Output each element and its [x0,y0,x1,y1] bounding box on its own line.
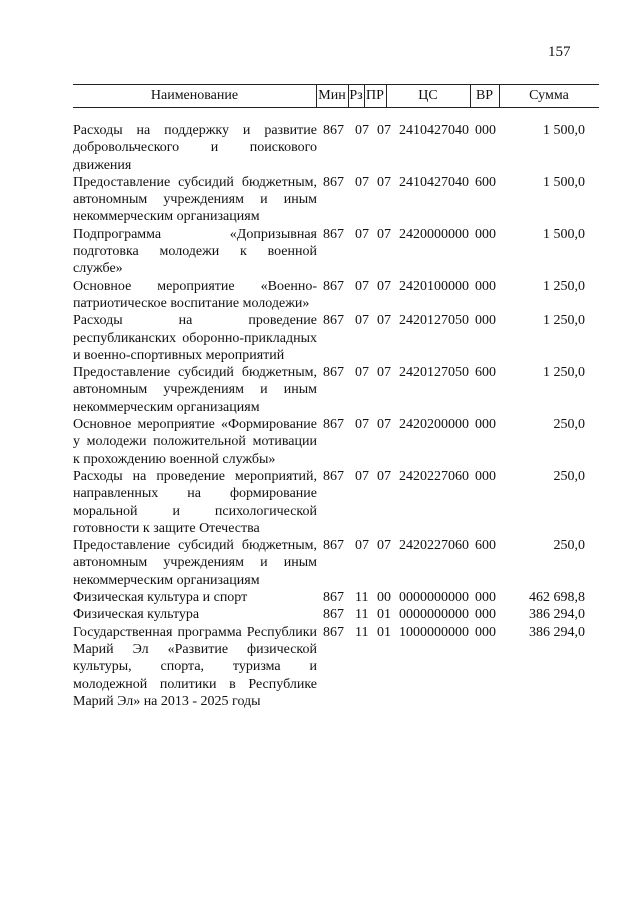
row-min: 867 [323,624,344,640]
row-cs: 2420227060 [399,468,469,484]
row-name: Расходы на поддержку и развитие добровольческого и поискового движения [73,123,317,173]
row-rz: 07 [355,538,369,554]
header-top-rule [73,84,599,85]
row-rz: 11 [355,624,369,640]
header-cs: ЦС [418,88,438,103]
page-number: 157 [548,44,571,60]
row-cs: 0000000000 [399,607,469,623]
row-sum: 1 500,0 [543,174,585,190]
row-sum: 1 250,0 [543,313,585,329]
row-cs: 1000000000 [399,624,469,640]
row-vr: 000 [475,607,496,623]
row-sum: 1 250,0 [543,278,585,294]
table-row [73,589,599,606]
row-cs: 2420127050 [399,313,469,329]
row-min: 867 [323,538,344,554]
table-row [73,226,599,278]
row-name: Расходы на проведение республиканских оборонно-прикладных и военно-спортивных мероприятий [73,313,317,363]
row-pr: 07 [377,278,391,294]
row-pr: 07 [377,417,391,433]
row-min: 867 [323,468,344,484]
table-row [73,364,599,416]
header-min: Мин [318,88,346,103]
row-sum: 1 500,0 [543,123,585,138]
table-row [73,606,599,623]
header-bottom-rule [73,107,599,108]
row-vr: 600 [475,538,496,554]
row-min: 867 [323,365,344,381]
row-sum: 462 698,8 [529,590,585,606]
row-name: Предоставление субсидий бюджетным, автономным учреждениям и иным некоммерческим организациям [73,365,317,415]
row-rz: 07 [355,365,369,381]
row-cs: 0000000000 [399,590,469,606]
table-row [73,416,599,468]
row-sum: 386 294,0 [529,607,585,623]
row-pr: 07 [377,123,391,138]
header-rz: Рз [349,88,363,103]
row-pr: 07 [377,538,391,554]
row-rz: 07 [355,313,369,329]
row-vr: 000 [475,278,496,294]
row-min: 867 [323,313,344,329]
row-sum: 250,0 [553,538,585,554]
row-name: Государственная программа Республики Марий Эл «Развитие физической культуры, спорта, туризма и молодежной политики в Республике Марий Эл» на 2013 - 2025 годы [73,624,317,709]
row-rz: 07 [355,123,369,138]
row-vr: 000 [475,590,496,606]
row-vr: 000 [475,417,496,433]
header-pr: ПР [366,88,384,103]
row-cs: 2410427040 [399,174,469,190]
table-row [73,312,599,364]
row-min: 867 [323,123,344,138]
table-row [73,174,599,226]
row-rz: 07 [355,226,369,242]
row-name: Физическая культура [73,607,200,623]
row-name: Предоставление субсидий бюджетным, автономным учреждениям и иным некоммерческим организациям [73,538,317,588]
row-name: Предоставление субсидий бюджетным, автономным учреждениям и иным некоммерческим организациям [73,174,317,225]
row-sum: 386 294,0 [529,624,585,640]
row-cs: 2420100000 [399,278,469,294]
row-name: Основное мероприятие «Военно-патриотическое воспитание молодежи» [73,278,317,311]
table-row [73,624,599,710]
row-cs: 2420000000 [399,226,469,242]
row-sum: 1 250,0 [543,365,585,381]
row-vr: 600 [475,365,496,381]
row-min: 867 [323,278,344,294]
row-vr: 000 [475,123,496,138]
row-vr: 000 [475,226,496,242]
table-row [73,278,599,313]
row-pr: 01 [377,607,391,623]
row-rz: 07 [355,417,369,433]
row-pr: 07 [377,313,391,329]
row-pr: 01 [377,624,391,640]
row-min: 867 [323,590,344,606]
row-min: 867 [323,607,344,623]
row-name: Физическая культура и спорт [73,590,248,606]
row-vr: 600 [475,174,496,190]
row-name: Основное мероприятие «Формирование у молодежи положительной мотивации к прохождению военной службы» [73,417,317,467]
row-cs: 2420127050 [399,365,469,381]
row-rz: 07 [355,468,369,484]
row-cs: 2420200000 [399,417,469,433]
row-rz: 11 [355,590,369,606]
row-pr: 07 [377,226,391,242]
header-vr: ВР [475,88,494,103]
table-row [73,468,599,537]
row-vr: 000 [475,313,496,329]
row-pr: 07 [377,365,391,381]
row-sum: 1 500,0 [543,226,585,242]
row-min: 867 [323,226,344,242]
row-min: 867 [323,417,344,433]
budget-table [73,122,599,710]
row-sum: 250,0 [553,417,585,433]
row-name: Расходы на проведение мероприятий, направленных на формирование моральной и психологической готовности к защите Отечества [73,468,317,536]
row-rz: 07 [355,174,369,190]
row-min: 867 [323,174,344,190]
row-pr: 07 [377,468,391,484]
row-vr: 000 [475,624,496,640]
row-name: Подпрограмма «Допризывная подготовка молодежи к военной службе» [73,226,317,277]
header-name: Наименование [150,88,239,103]
row-vr: 000 [475,468,496,484]
table-row [73,537,599,589]
table-row [73,122,599,174]
row-sum: 250,0 [553,468,585,484]
row-pr: 00 [377,590,391,606]
row-cs: 2420227060 [399,538,469,554]
row-rz: 11 [355,607,369,623]
row-rz: 07 [355,278,369,294]
row-cs: 2410427040 [399,123,469,138]
row-pr: 07 [377,174,391,190]
header-sum: Сумма [529,88,569,103]
